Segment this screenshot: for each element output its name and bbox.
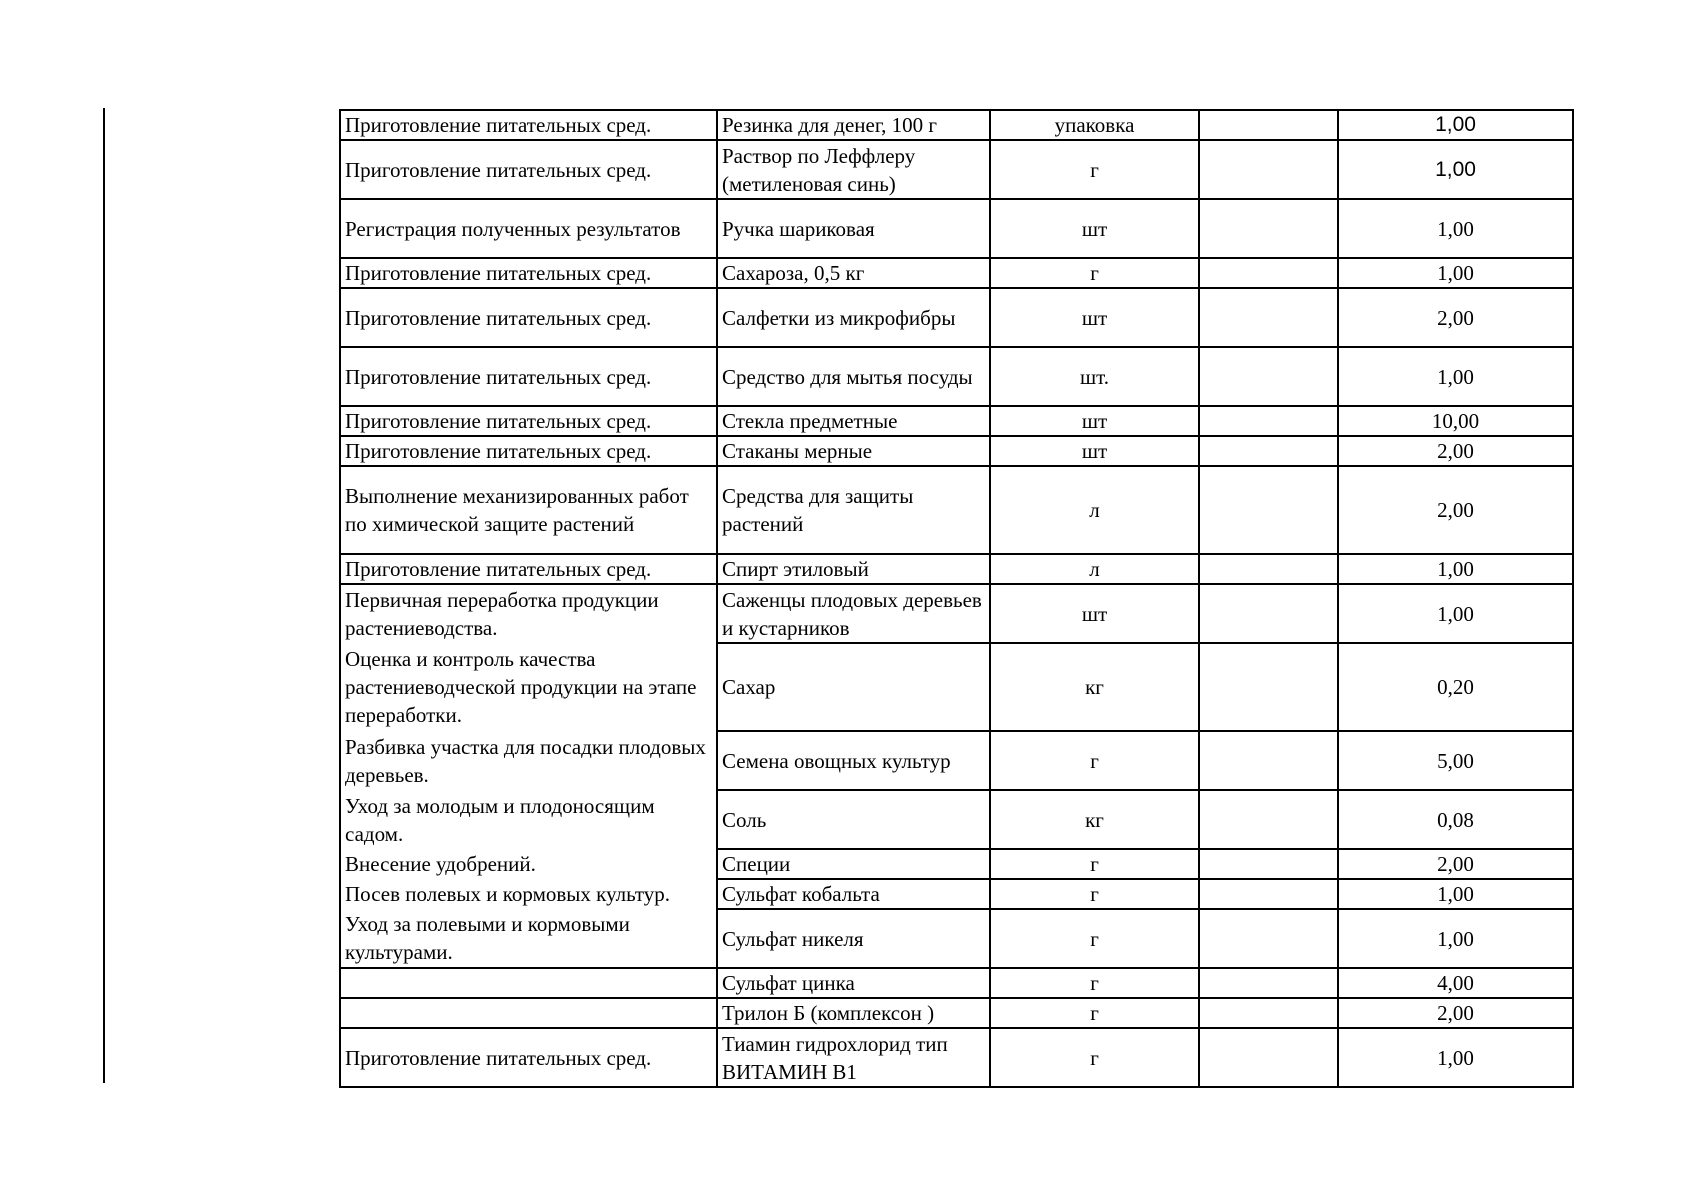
activity-cell: Приготовление питательных сред. [340,110,717,140]
quantity-cell: 1,00 [1338,347,1573,406]
quantity-cell: 2,00 [1338,849,1573,879]
activity-cell: Регистрация полученных результатов [340,199,717,258]
quantity-cell: 2,00 [1338,288,1573,347]
extra-cell [1199,909,1338,968]
quantity-cell: 1,00 [1338,258,1573,288]
activity-cell: Приготовление питательных сред. [340,347,717,406]
item-cell: Резинка для денег, 100 г [717,110,990,140]
page-margin-line [103,108,105,1083]
table-row [340,879,1573,909]
extra-cell [1199,258,1338,288]
table-row [340,288,1573,347]
unit-cell: г [990,998,1199,1028]
quantity-cell: 1,00 [1338,110,1573,140]
item-cell: Стаканы мерные [717,436,990,466]
quantity-cell: 4,00 [1338,968,1573,998]
item-cell: Средства для защиты растений [717,466,990,554]
quantity-cell: 0,20 [1338,643,1573,731]
extra-cell [1199,406,1338,436]
unit-cell: г [990,140,1199,199]
extra-cell [1199,1028,1338,1087]
activity-cell: Уход за полевыми и кормовыми культурами. [340,909,717,968]
extra-cell [1199,436,1338,466]
quantity-cell: 0,08 [1338,790,1573,849]
quantity-cell: 1,00 [1338,584,1573,643]
activity-cell: Приготовление питательных сред. [340,288,717,347]
unit-cell: упаковка [990,110,1199,140]
activity-cell [340,968,717,998]
item-cell: Сульфат цинка [717,968,990,998]
extra-cell [1199,110,1338,140]
item-cell: Сахар [717,643,990,731]
extra-cell [1199,643,1338,731]
quantity-cell: 2,00 [1338,466,1573,554]
quantity-cell: 2,00 [1338,436,1573,466]
extra-cell [1199,790,1338,849]
extra-cell [1199,998,1338,1028]
extra-cell [1199,347,1338,406]
unit-cell: шт [990,436,1199,466]
unit-cell: шт [990,199,1199,258]
activity-cell: Приготовление питательных сред. [340,1028,717,1087]
table-row [340,110,1573,140]
activity-cell: Выполнение механизированных работ по химической защите растений [340,466,717,554]
activity-cell: Уход за молодым и плодоносящим садом. [340,790,717,849]
quantity-cell: 1,00 [1338,1028,1573,1087]
table-row [340,466,1573,554]
activity-cell: Приготовление питательных сред. [340,436,717,466]
item-cell: Салфетки из микрофибры [717,288,990,347]
item-cell: Ручка шариковая [717,199,990,258]
item-cell: Специи [717,849,990,879]
activity-cell: Первичная переработка продукции растениеводства. [340,584,717,643]
activity-cell: Посев полевых и кормовых культур. [340,879,717,909]
activity-cell: Приготовление питательных сред. [340,258,717,288]
activity-cell: Приготовление питательных сред. [340,140,717,199]
unit-cell: г [990,909,1199,968]
table-row [340,199,1573,258]
activity-cell [340,998,717,1028]
extra-cell [1199,199,1338,258]
extra-cell [1199,849,1338,879]
activity-cell: Приготовление питательных сред. [340,554,717,584]
unit-cell: г [990,1028,1199,1087]
table-row [340,909,1573,968]
table-row [340,436,1573,466]
item-cell: Тиамин гидрохлорид тип ВИТАМИН В1 [717,1028,990,1087]
quantity-cell: 1,00 [1338,879,1573,909]
table-row [340,643,1573,731]
item-cell: Стекла предметные [717,406,990,436]
activity-cell: Оценка и контроль качества растениеводческой продукции на этапе переработки. [340,643,717,731]
item-cell: Трилон Б (комплексон ) [717,998,990,1028]
activity-cell: Внесение удобрений. [340,849,717,879]
quantity-cell: 2,00 [1338,998,1573,1028]
quantity-cell: 1,00 [1338,909,1573,968]
extra-cell [1199,879,1338,909]
quantity-cell: 1,00 [1338,140,1573,199]
quantity-cell: 1,00 [1338,199,1573,258]
unit-cell: г [990,258,1199,288]
extra-cell [1199,466,1338,554]
extra-cell [1199,731,1338,790]
extra-cell [1199,140,1338,199]
unit-cell: кг [990,790,1199,849]
table-row [340,406,1573,436]
extra-cell [1199,968,1338,998]
table-row [340,790,1573,849]
table-row [340,584,1573,643]
unit-cell: г [990,879,1199,909]
item-cell: Соль [717,790,990,849]
item-cell: Семена овощных культур [717,731,990,790]
extra-cell [1199,554,1338,584]
item-cell: Средство для мытья посуды [717,347,990,406]
unit-cell: л [990,554,1199,584]
activity-cell: Разбивка участка для посадки плодовых деревьев. [340,731,717,790]
table-row [340,140,1573,199]
item-cell: Сульфат никеля [717,909,990,968]
materials-table [339,109,1574,1088]
unit-cell: г [990,731,1199,790]
item-cell: Раствор по Леффлеру (метиленовая синь) [717,140,990,199]
unit-cell: шт [990,584,1199,643]
quantity-cell: 10,00 [1338,406,1573,436]
table-row [340,554,1573,584]
unit-cell: г [990,849,1199,879]
extra-cell [1199,584,1338,643]
unit-cell: шт [990,288,1199,347]
unit-cell: л [990,466,1199,554]
table-row [340,731,1573,790]
unit-cell: шт [990,406,1199,436]
quantity-cell: 5,00 [1338,731,1573,790]
table-row [340,347,1573,406]
unit-cell: шт. [990,347,1199,406]
item-cell: Сульфат кобальта [717,879,990,909]
table-row [340,1028,1573,1087]
table-row [340,998,1573,1028]
item-cell: Спирт этиловый [717,554,990,584]
item-cell: Саженцы плодовых деревьев и кустарников [717,584,990,643]
unit-cell: кг [990,643,1199,731]
table-row [340,968,1573,998]
unit-cell: г [990,968,1199,998]
table-row [340,849,1573,879]
item-cell: Сахароза, 0,5 кг [717,258,990,288]
quantity-cell: 1,00 [1338,554,1573,584]
activity-cell: Приготовление питательных сред. [340,406,717,436]
table-row [340,258,1573,288]
extra-cell [1199,288,1338,347]
